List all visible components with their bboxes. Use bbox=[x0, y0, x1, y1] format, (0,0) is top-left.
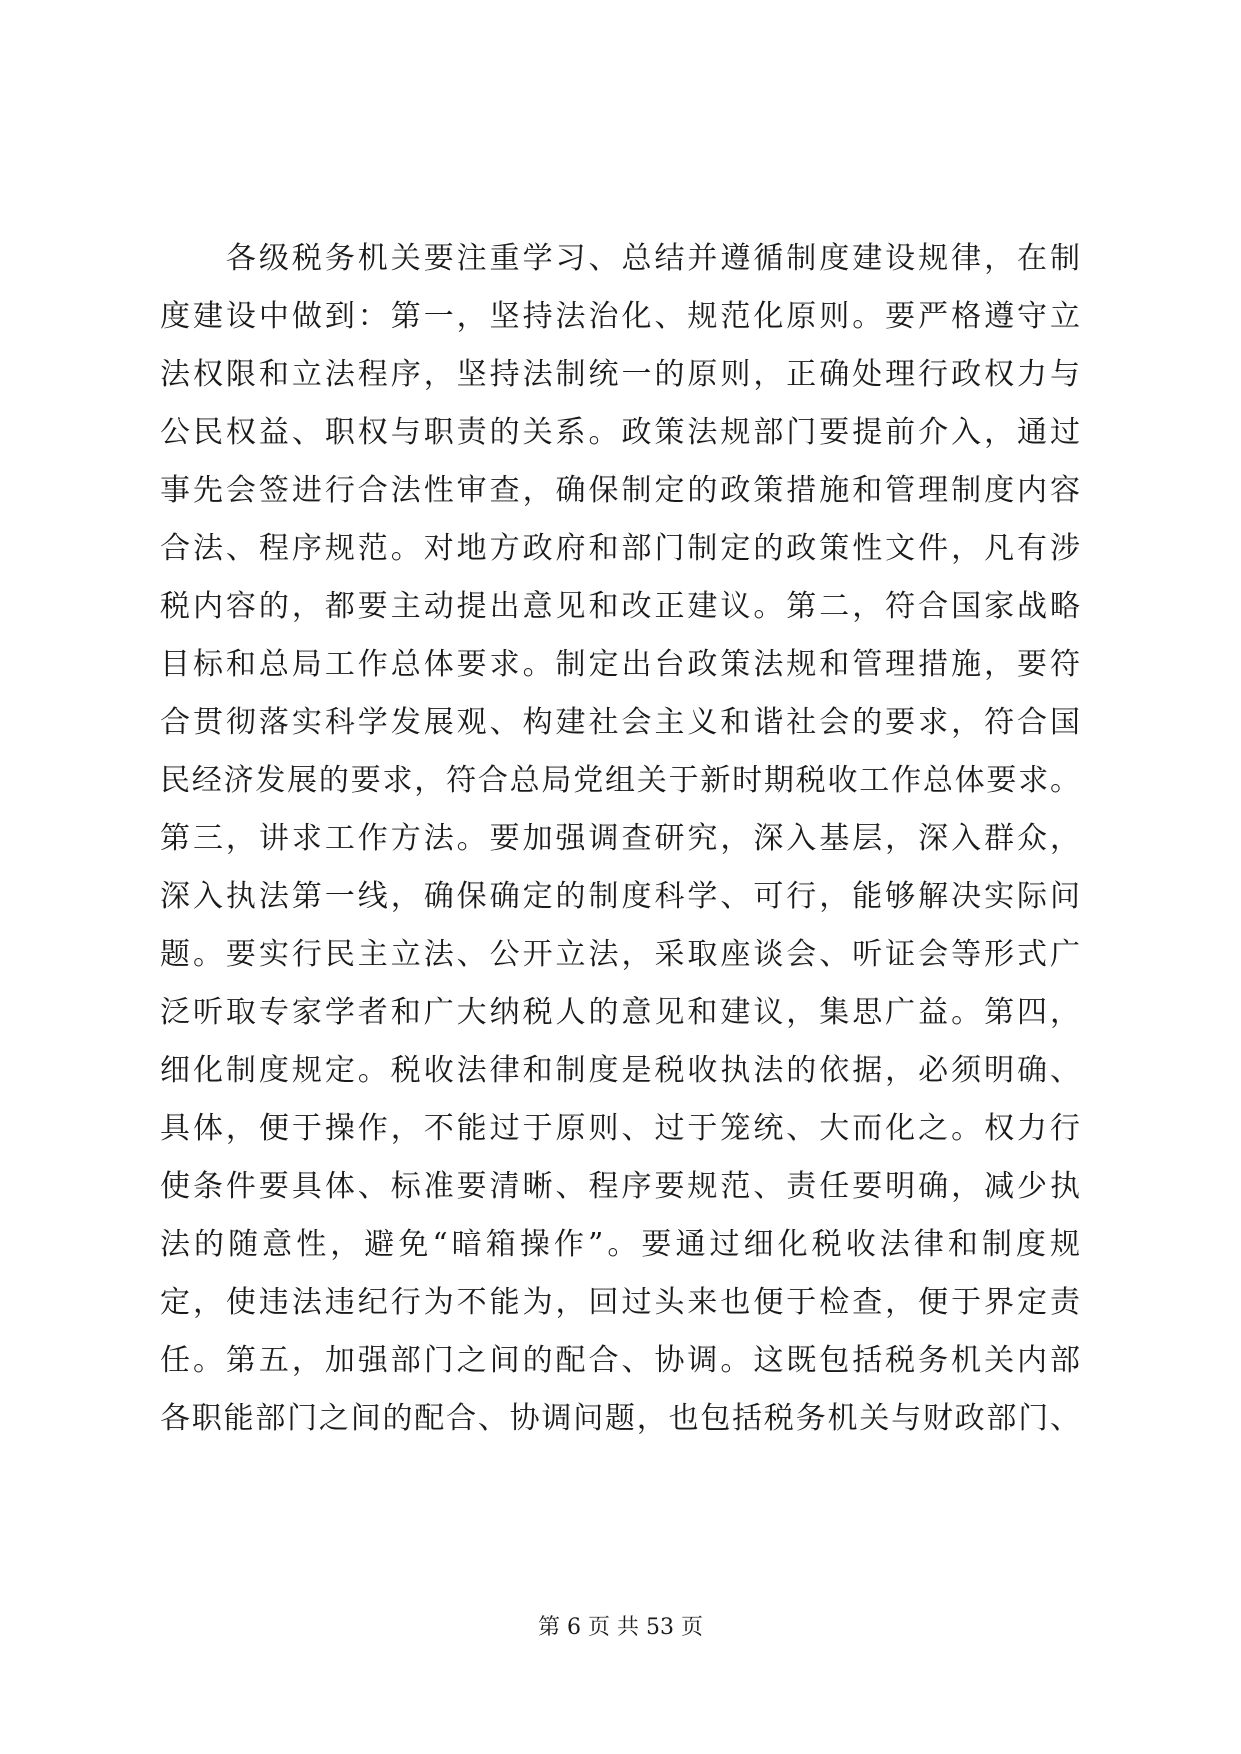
text-line: 各职能部门之间的配合、协调问题，也包括税务机关与财政部门、 bbox=[160, 1401, 1080, 1436]
page-number-footer: 第 6 页 共 53 页 bbox=[538, 1615, 703, 1640]
text-line: 民经济发展的要求，符合总局党组关于新时期税收工作总体要求。 bbox=[160, 763, 1080, 798]
text-line: 第三，讲求工作方法。要加强调查研究，深入基层，深入群众， bbox=[160, 821, 1080, 856]
text-line: 税内容的，都要主动提出意见和改正建议。第二，符合国家战略 bbox=[160, 589, 1080, 624]
text-line: 任。第五，加强部门之间的配合、协调。这既包括税务机关内部 bbox=[160, 1343, 1080, 1378]
text-line: 具体，便于操作，不能过于原则、过于笼统、大而化之。权力行 bbox=[160, 1111, 1080, 1146]
text-line: 法的随意性，避免“暗箱操作”。要通过细化税收法律和制度规 bbox=[160, 1227, 1080, 1262]
text-line: 使条件要具体、标准要清晰、程序要规范、责任要明确，减少执 bbox=[160, 1169, 1080, 1204]
text-line: 事先会签进行合法性审查，确保制定的政策措施和管理制度内容 bbox=[160, 473, 1080, 508]
text-line: 法权限和立法程序，坚持法制统一的原则，正确处理行政权力与 bbox=[160, 357, 1080, 392]
text-line: 各级税务机关要注重学习、总结并遵循制度建设规律，在制 bbox=[160, 241, 1080, 276]
text-line: 合贯彻落实科学发展观、构建社会主义和谐社会的要求，符合国 bbox=[160, 705, 1080, 740]
text-line: 细化制度规定。税收法律和制度是税收执法的依据，必须明确、 bbox=[160, 1053, 1080, 1088]
text-line: 题。要实行民主立法、公开立法，采取座谈会、听证会等形式广 bbox=[160, 937, 1080, 972]
text-line: 度建设中做到：第一，坚持法治化、规范化原则。要严格遵守立 bbox=[160, 299, 1080, 334]
text-line: 深入执法第一线，确保确定的制度科学、可行，能够解决实际问 bbox=[160, 879, 1080, 914]
text-line: 合法、程序规范。对地方政府和部门制定的政策性文件，凡有涉 bbox=[160, 531, 1080, 566]
text-line: 公民权益、职权与职责的关系。政策法规部门要提前介入，通过 bbox=[160, 415, 1080, 450]
text-line: 目标和总局工作总体要求。制定出台政策法规和管理措施，要符 bbox=[160, 647, 1080, 682]
body-paragraph bbox=[160, 230, 1080, 1448]
text-line: 定，使违法违纪行为不能为，回过头来也便于检查，便于界定责 bbox=[160, 1285, 1080, 1320]
text-line: 泛听取专家学者和广大纳税人的意见和建议，集思广益。第四， bbox=[160, 995, 1080, 1030]
